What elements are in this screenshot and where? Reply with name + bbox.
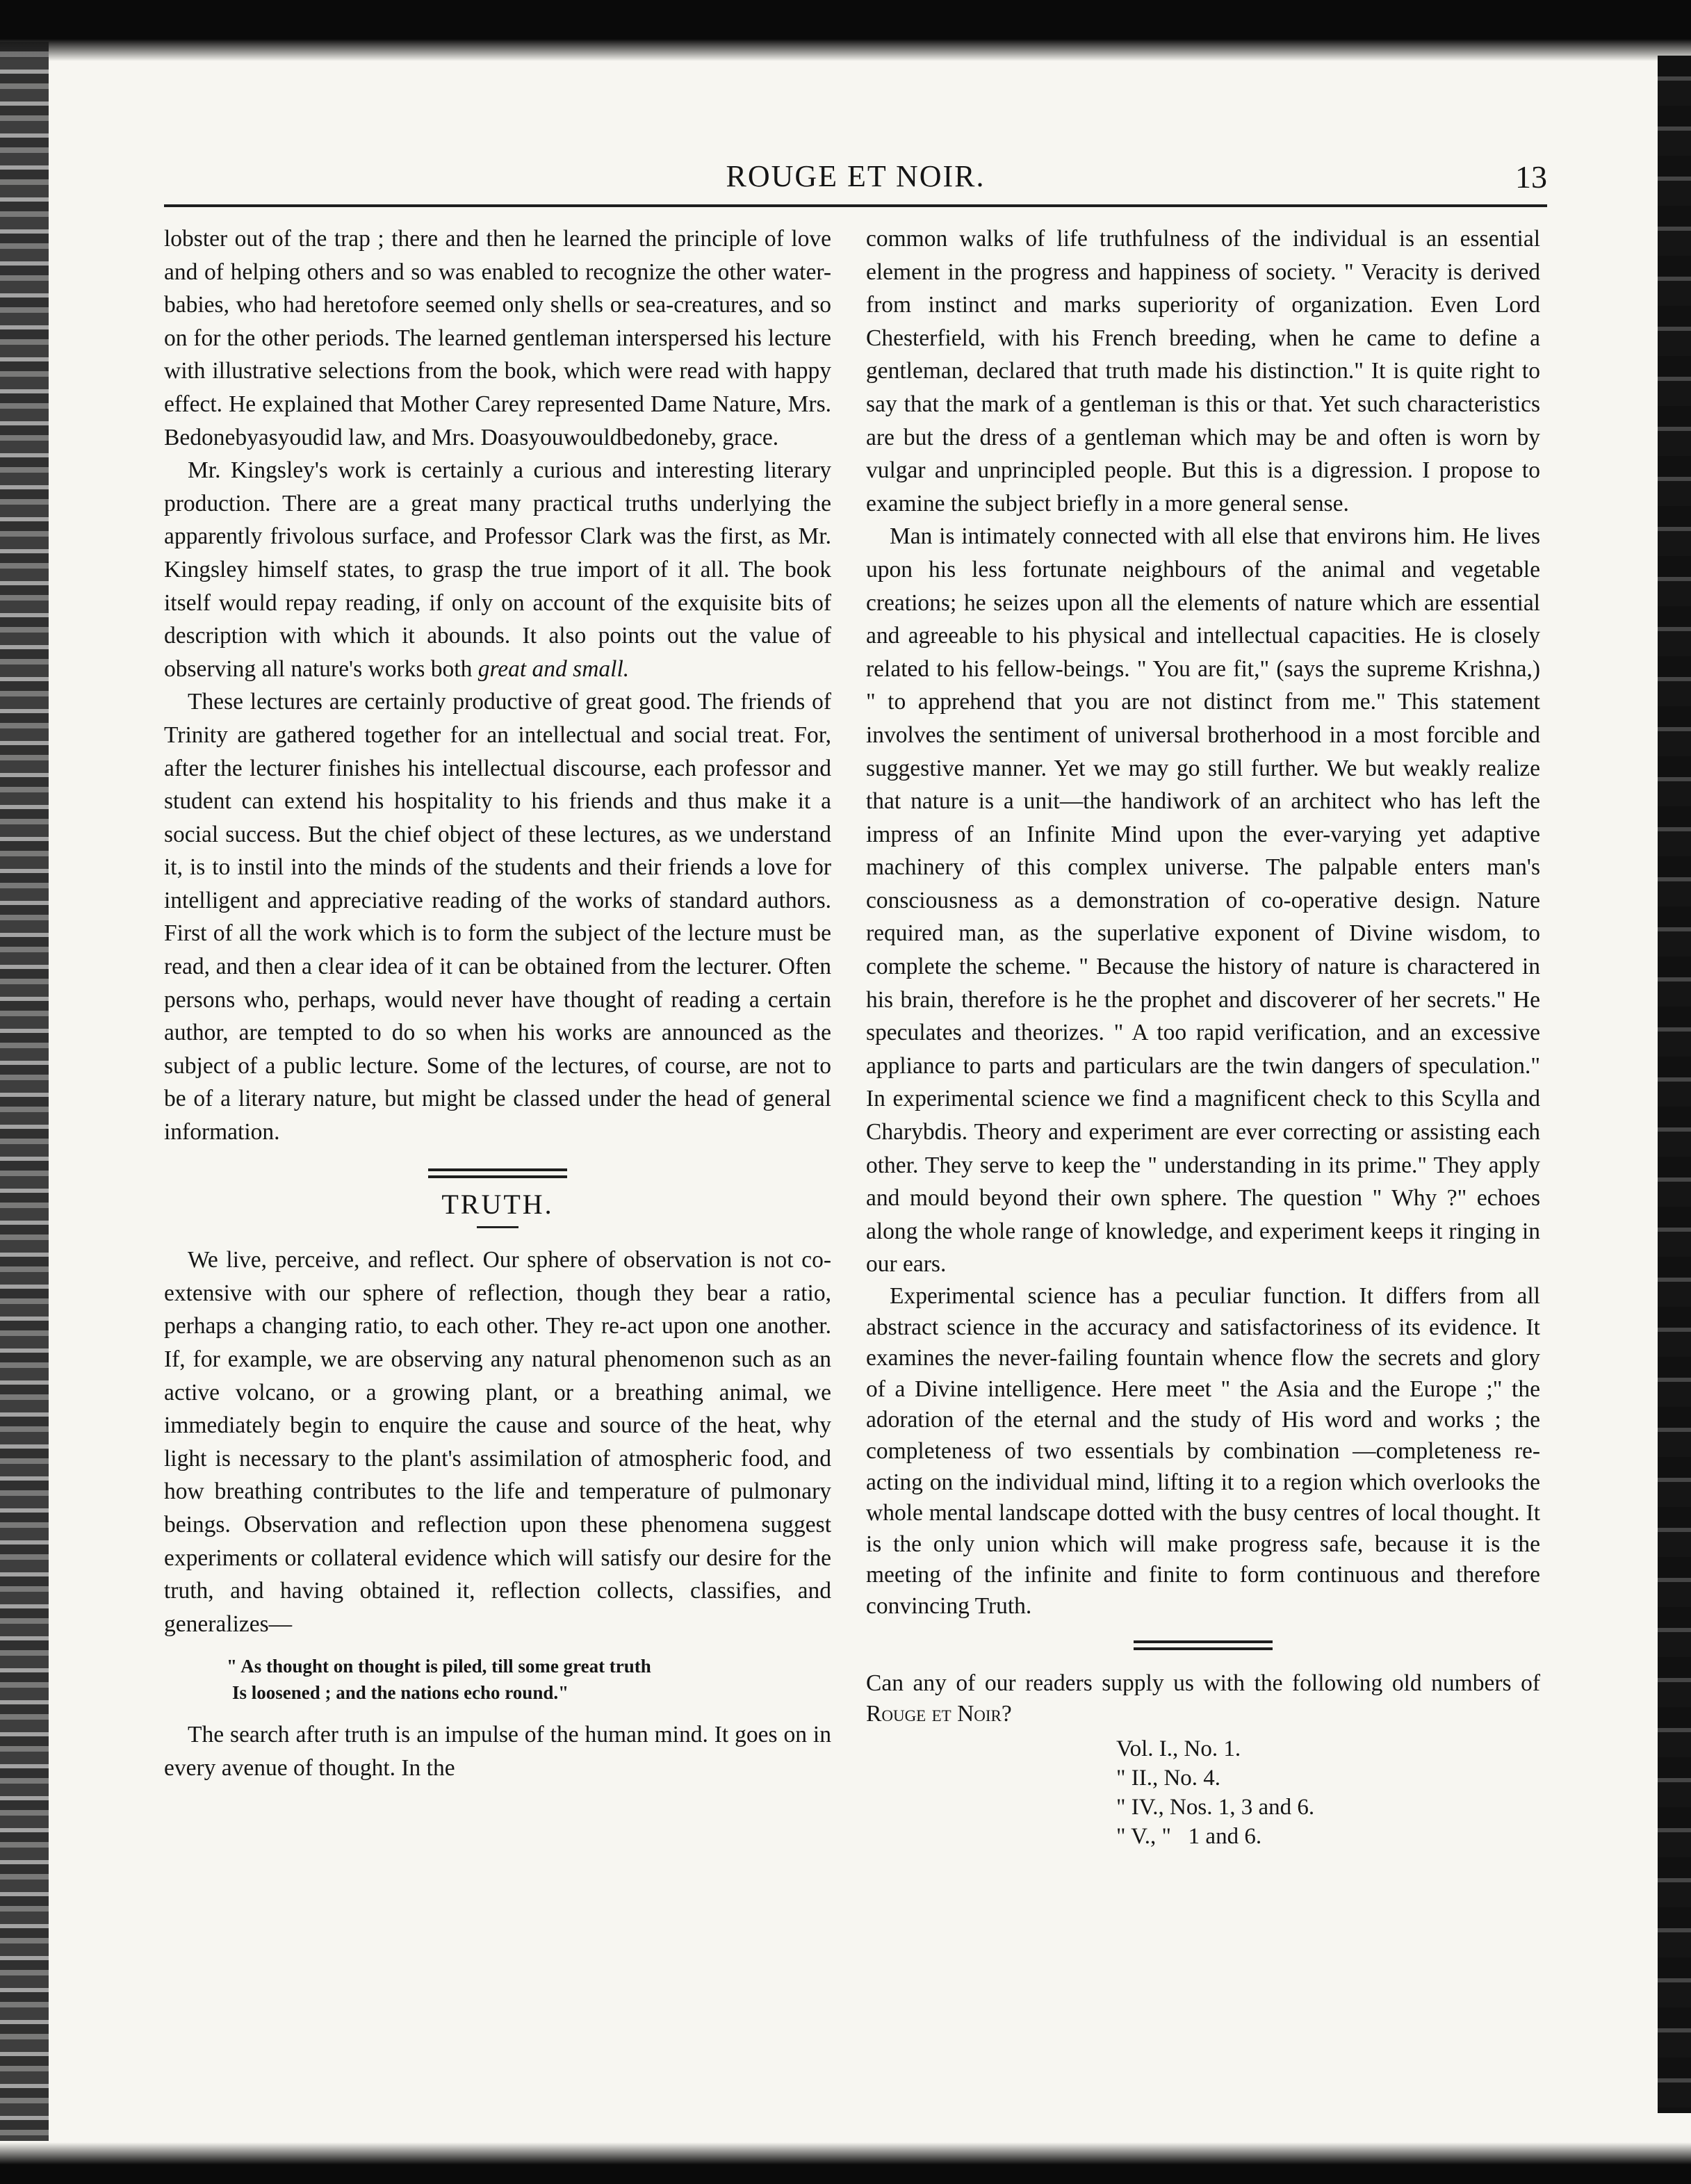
back-issue-item: Vol. I., No. 1. [1116, 1736, 1241, 1761]
section-heading-truth: TRUTH. [441, 1188, 554, 1220]
header-rule [164, 204, 1547, 207]
magazine-name: Rouge et Noir [866, 1701, 1002, 1727]
paragraph-veracity: common walks of life truthfulness of the individual is an essential element in the progress and happiness of society. " Veracity is derived from instinct and marks superiority of organization. Even Lord Chesterfield, with his French breeding, when he came to define a gentleman, declared that truth made his distinction." It is quite right to say that the mark of a gentleman is this or that. Yet such characteristics are but the dress of a gentleman which may be and often is worn by vulgar and unprincipled people. But this is a digression. I propose to examine the subject briefly in a more general sense. [866, 226, 1540, 516]
page-number: 13 [1515, 159, 1547, 195]
left-column [164, 222, 831, 1785]
paragraph-water-babies: lobster out of the trap ; there and then he learned the principle of love and of helping others and so was enabled to recognize the other water-babies, who had heretofore seemed only shells or sea-creatures, and so on for the other periods. The learned gentleman interspersed his lecture with illustrative selections from the book, which were read with happy effect. He explained that Mother Carey represented Dame Nature, Mrs. Bedonebyasyoudid law, and Mrs. Doasyouwouldbedoneby, grace. [164, 226, 831, 450]
notice-divider [1134, 1640, 1273, 1650]
right-column [866, 222, 1540, 1851]
verse-quotation [227, 1653, 831, 1706]
paragraph-observation: We live, perceive, and reflect. Our sphere of observation is not co-extensive with our sphere of reflection, though they bear a ratio, perhaps a changing ratio, to each other. They re-act upon one another. If, for example, we are observing any natural phenomenon such as an active volcano, or a growing plant, or a breathing animal, we immediately begin to enquire the cause and source of the heat, why light is necessary to the plant's assimilation of atmospheric food, and how breathing contributes to the life and temperature of pulmonary beings. Observation and reflection upon these phenomena suggest experiments or collateral evidence which will satisfy our desire for the truth, and having obtained it, reflection collects, classifies, and generalizes— [164, 1247, 831, 1637]
back-issues-request-end: ? [1001, 1701, 1012, 1727]
verse-line-2: Is loosened ; and the nations echo round." [232, 1682, 569, 1704]
back-issue-item: " IV., Nos. 1, 3 and 6. [1116, 1794, 1315, 1820]
paragraph-lectures: These lectures are certainly productive of great good. The friends of Trinity are gathered together for an intellectual and social treat. For, after the lecturer finishes his intellectual discourse, each professor and student can extend his hospitality to his friends and thus make it a social success. But the chief object of these lectures, as we understand it, is to instil into the minds of the students and their friends a love for intelligent and appreciative reading of the works of standard authors. First of all the work which is to form the subject of the lecture must be read, and then a clear idea of it can be obtained from the lecturer. Often persons who, perhaps, would never have thought of reading a certain author, are tempted to do so when his works are announced as the subject of a public lecture. Some of the lectures, of course, are not to be of a literary nature, but might be classed under the head of general information. [164, 689, 831, 1146]
section-divider [428, 1168, 567, 1178]
magazine-page [164, 139, 1547, 2044]
paragraph-kingsley-text: Mr. Kingsley's work is certainly a curious and interesting literary production. There are a great many practical truths underlying the apparently frivolous surface, and Professor Clark was the first, as Mr. Kingsley himself states, to grasp the true import of it all. The book itself would repay reading, if only on account of the exquisite bits of description with which it abounds. It also points out the value of observing all nature's works both [164, 457, 831, 682]
paragraph-experimental-science: Experimental science has a peculiar function. It differs from all abstract science in the accuracy and satisfactoriness of its evidence. It examines the never-failing fountain whence flow the secrets and glory of a Divine intelligence. Here meet " the Asia and the Europe ;" the adoration of the eternal and the study of His word and works ; the completeness of two essentials by combination —completeness re-acting on the individual mind, lifting it to a region which overlooks the whole mental landscape dotted with the busy centres of local thought. It is the only union which will make progress safe, because it is the meeting of the infinite and finite to form continuous and therefore convincing Truth. [866, 1283, 1540, 1619]
scan-edge-left [0, 42, 49, 2141]
emphasis-great-and-small: great and small. [477, 655, 630, 682]
back-issues-request [866, 1668, 1540, 1730]
scan-edge-right [1658, 56, 1691, 2113]
scan-border-bottom [0, 2142, 1691, 2184]
back-issues-list [1116, 1734, 1540, 1851]
paragraph-search-truth: The search after truth is an impulse of the human mind. It goes on in every avenue of thought. In the [164, 1722, 831, 1781]
running-title: ROUGE ET NOIR. [726, 159, 986, 193]
heading-rule [477, 1226, 518, 1228]
back-issue-item: " II., No. 4. [1116, 1765, 1221, 1791]
paragraph-man-nature: Man is intimately connected with all else that environs him. He lives upon his less fortunate neighbours of the animal and vegetable creations; he seizes upon all the elements of nature which are essential and agreeable to his physical and intellectual capacities. He is closely related to his fellow-beings. " You are fit," (says the supreme Krishna,) " to apprehend that you are not distinct from me." This statement involves the sentiment of universal brotherhood in a most forcible and suggestive manner. Yet we may go still further. We but weakly realize that nature is a unit—the handiwork of an architect who has left the impress of an Infinite Mind upon the ever-varying yet adaptive machinery of this complex universe. The palpable enters man's consciousness as a demonstration of co-operative design. Nature required man, as the superlative exponent of Divine wisdom, to complete the scheme. " Because the history of nature is charactered in his brain, therefore is he the prophet and discoverer of her secrets." He speculates and theorizes. " A too rapid verification, and an excessive appliance to parts and particulars are the twin dangers of speculation." In experimental science we find a magnificent check to this Scylla and Charybdis. Theory and experiment are ever correcting or assisting each other. They serve to keep the " understanding in its prime." They apply and mould beyond their own sphere. The question " Why ?" echoes along the whole range of knowledge, and experiment keeps it ringing in our ears. [866, 523, 1540, 1278]
paragraph-kingsley [164, 454, 831, 685]
verse-line-1: " As thought on thought is piled, till some great truth [227, 1656, 651, 1677]
back-issues-request-text: Can any of our readers supply us with the following old numbers of [866, 1670, 1540, 1696]
back-issue-item: " V., " 1 and 6. [1116, 1823, 1262, 1849]
page-header [164, 158, 1547, 200]
scan-border-top [0, 0, 1691, 61]
